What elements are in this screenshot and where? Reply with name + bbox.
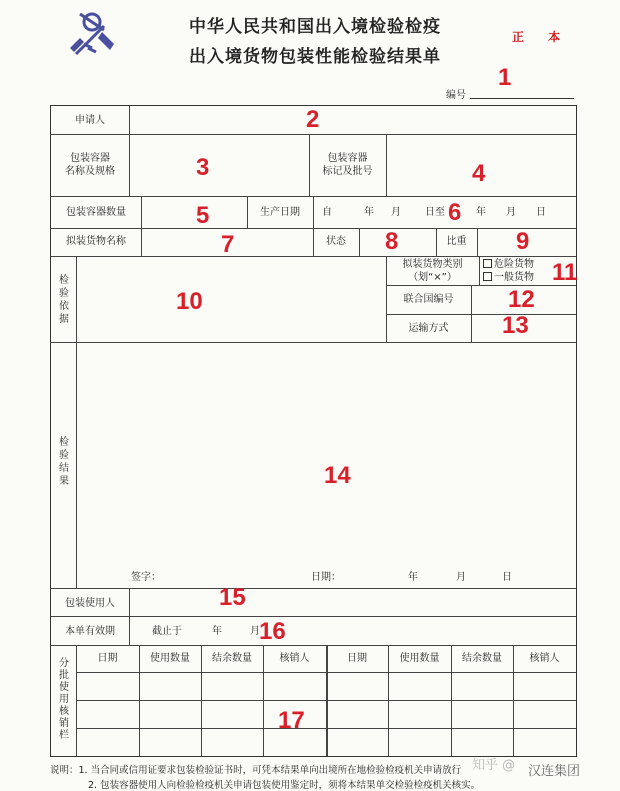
marker-14: 14 <box>324 462 351 489</box>
col-date-2: 日期 <box>347 653 367 664</box>
zhihu-watermark: 知乎 @ <box>472 758 516 773</box>
title-line-2: 出入境货物包装性能检验结果单 <box>189 47 441 67</box>
col-left-2: 结余数量 <box>462 653 502 664</box>
marker-13: 13 <box>502 312 529 339</box>
marker-11: 11 <box>552 259 578 286</box>
inspection-emblem-logo <box>62 8 124 60</box>
dangerous-option[interactable]: 危险货物 <box>483 258 573 271</box>
col-verifier: 核销人 <box>279 653 310 664</box>
marker-6: 6 <box>448 199 462 226</box>
marker-17: 17 <box>278 707 305 734</box>
col-left: 结余数量 <box>212 653 252 664</box>
marker-3: 3 <box>196 154 210 181</box>
marker-8: 8 <box>385 228 399 255</box>
marker-12: 12 <box>508 286 535 313</box>
title-line-1: 中华人民共和国出入境检验检疫 <box>189 17 441 37</box>
state-label: 状态 <box>326 236 346 247</box>
marker-10: 10 <box>176 288 203 315</box>
general-option[interactable]: 一般货物 <box>483 271 573 284</box>
container-mark-label: 包装容器 标记及批号 <box>322 153 373 177</box>
result-label: 检验结果 <box>59 437 69 487</box>
col-date: 日期 <box>97 653 118 664</box>
number-field[interactable] <box>470 98 574 99</box>
container-qty-label: 包装容器数量 <box>66 207 126 218</box>
date-label: 日期： <box>311 572 341 583</box>
day-label: 日 <box>536 207 546 218</box>
validity-month-label: 月 <box>250 626 260 637</box>
batch-label: 分批使用核销栏 <box>59 658 69 741</box>
prod-date-label: 生产日期 <box>260 207 300 218</box>
sign-label: 签字： <box>131 572 161 583</box>
col-used-2: 使用数量 <box>399 653 440 664</box>
marker-16: 16 <box>259 618 286 645</box>
marker-1: 1 <box>498 64 512 91</box>
prod-from-label: 自 <box>322 207 332 218</box>
goods-type-label: 拟装货物类别 （划“×”） <box>402 259 463 283</box>
applicant-label: 申请人 <box>75 115 105 126</box>
marker-15: 15 <box>219 584 246 611</box>
marker-4: 4 <box>472 160 486 187</box>
note-1: 说明：1. 当合同或信用证要求包装检验证书时，可凭本结果单向出境所在地检验检疫机关申请放行 <box>50 765 462 776</box>
container-name-label: 包装容器 名称及规格 <box>65 153 115 177</box>
result-day-label: 日 <box>502 572 512 583</box>
note-2: 2. 包装容器使用人向检验检疫机关申请包装使用鉴定时，须将本结果单交检验检疫机关核实。 <box>88 780 481 791</box>
gravity-label: 比重 <box>446 236 467 247</box>
transport-label: 运输方式 <box>408 323 449 334</box>
validity-label: 本单有效期 <box>65 626 115 637</box>
month-label: 月 <box>391 207 401 218</box>
goods-name-label: 拟装货物名称 <box>66 236 126 247</box>
result-month-label: 月 <box>456 572 466 583</box>
month-label-2: 月 <box>506 207 516 218</box>
inspection-form <box>50 105 577 757</box>
number-label: 编号 <box>446 90 466 101</box>
year-label: 年 <box>364 207 374 218</box>
marker-5: 5 <box>196 202 210 229</box>
user-label: 包装使用人 <box>65 598 115 609</box>
valid-until-label: 截止于 <box>152 626 182 637</box>
day-to-label: 日至 <box>425 207 445 218</box>
company-watermark: 汉连集团 <box>528 764 581 779</box>
dangerous-checkbox[interactable] <box>483 259 492 268</box>
marker-7: 7 <box>221 231 235 258</box>
original-stamp: 正 本 <box>512 30 571 44</box>
general-checkbox[interactable] <box>483 272 492 281</box>
marker-9: 9 <box>516 228 530 255</box>
validity-year-label: 年 <box>212 626 222 637</box>
col-verifier-2: 核销人 <box>529 653 560 664</box>
year-label-2: 年 <box>476 207 486 218</box>
col-used: 使用数量 <box>150 653 190 664</box>
un-number-label: 联合国编号 <box>403 294 454 305</box>
basis-label: 检验依据 <box>59 275 69 325</box>
marker-2: 2 <box>306 106 320 133</box>
result-year-label: 年 <box>408 572 418 583</box>
